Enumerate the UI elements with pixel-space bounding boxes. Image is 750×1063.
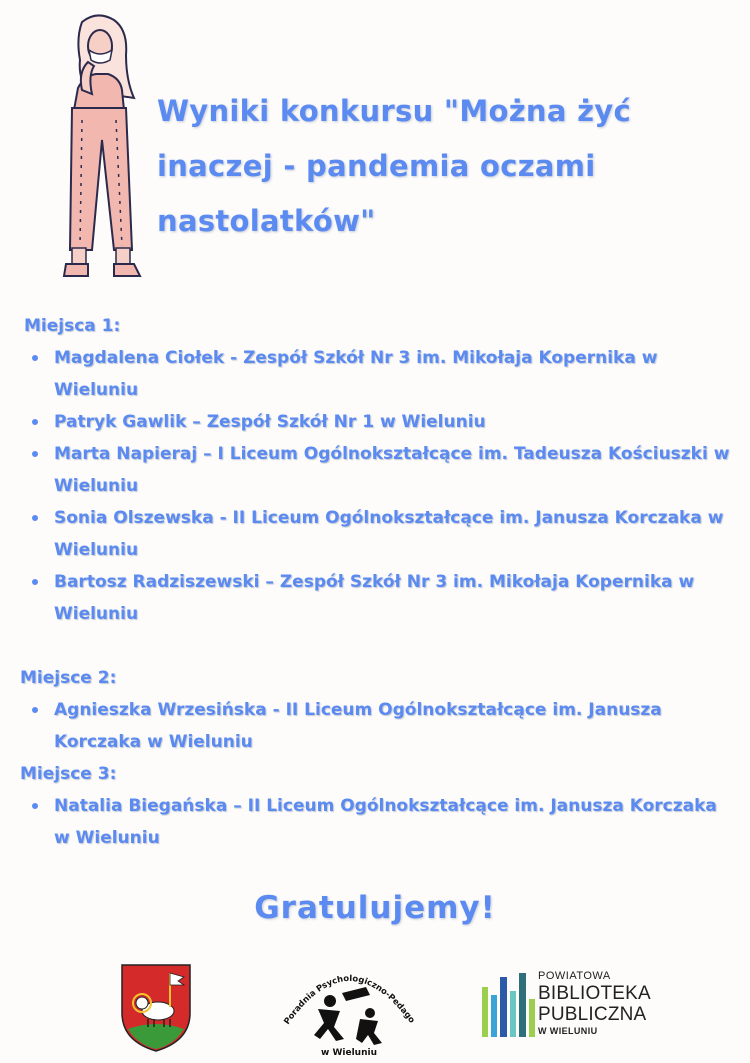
place-3-heading: Miejsce 3: [20,764,117,784]
logos-footer [0,955,750,1060]
place-1-heading: Miejsca 1: [24,316,121,336]
place-1-list [20,342,735,630]
list-item: Natalia Biegańska – II Liceum Ogólnokształcące im. Janusza Korczaka w Wieluniu [20,790,735,854]
county-library-logo [482,965,652,1045]
list-item: Agnieszka Wrzesińska - II Liceum Ogólnokształcące im. Janusza Korczaka w Wieluniu [20,694,735,758]
list-item: Patryk Gawlik – Zespół Szkół Nr 1 w Wieluniu [20,406,735,438]
girl-wearing-mask-illustration [42,10,152,282]
svg-text:Poradnia Psychologiczno-Pedago [278,955,418,1026]
library-books-icon [482,973,536,1037]
list-item: Sonia Olszewska - II Liceum Ogólnokształcące im. Janusza Korczaka w Wieluniu [20,502,735,566]
place-2-list [20,694,735,758]
place-3-list [20,790,735,854]
counselling-centre-name: Poradnia Psychologiczno-Pedago [281,972,418,1027]
list-item: Bartosz Radziszewski – Zespół Szkół Nr 3 im. Mikołaja Kopernika w Wieluniu [20,566,735,630]
library-line-2: BIBLIOTEKA [538,983,651,1004]
congratulations-text: Gratulujemy! [254,890,496,926]
list-item: Marta Napieraj – I Liceum Ogólnokształcące im. Tadeusza Kościuszki w Wieluniu [20,438,735,502]
library-line-3: PUBLICZNA [538,1004,647,1025]
library-line-4: W WIELUNIU [538,1026,598,1036]
counselling-centre-logo [278,955,420,1059]
page-title: Wyniki konkursu "Można żyć inaczej - pandemia oczami nastolatków" [157,94,631,238]
library-line-1: POWIATOWA [538,970,611,982]
results-section [20,310,735,854]
list-item: Magdalena Ciołek - Zespół Szkół Nr 3 im. Mikołaja Kopernika w Wieluniu [20,342,735,406]
counselling-centre-city: w Wieluniu [321,1048,377,1058]
wielun-coat-of-arms-logo [118,961,194,1053]
place-2-heading: Miejsce 2: [20,668,117,688]
counselling-centre-emblem [278,955,420,1059]
